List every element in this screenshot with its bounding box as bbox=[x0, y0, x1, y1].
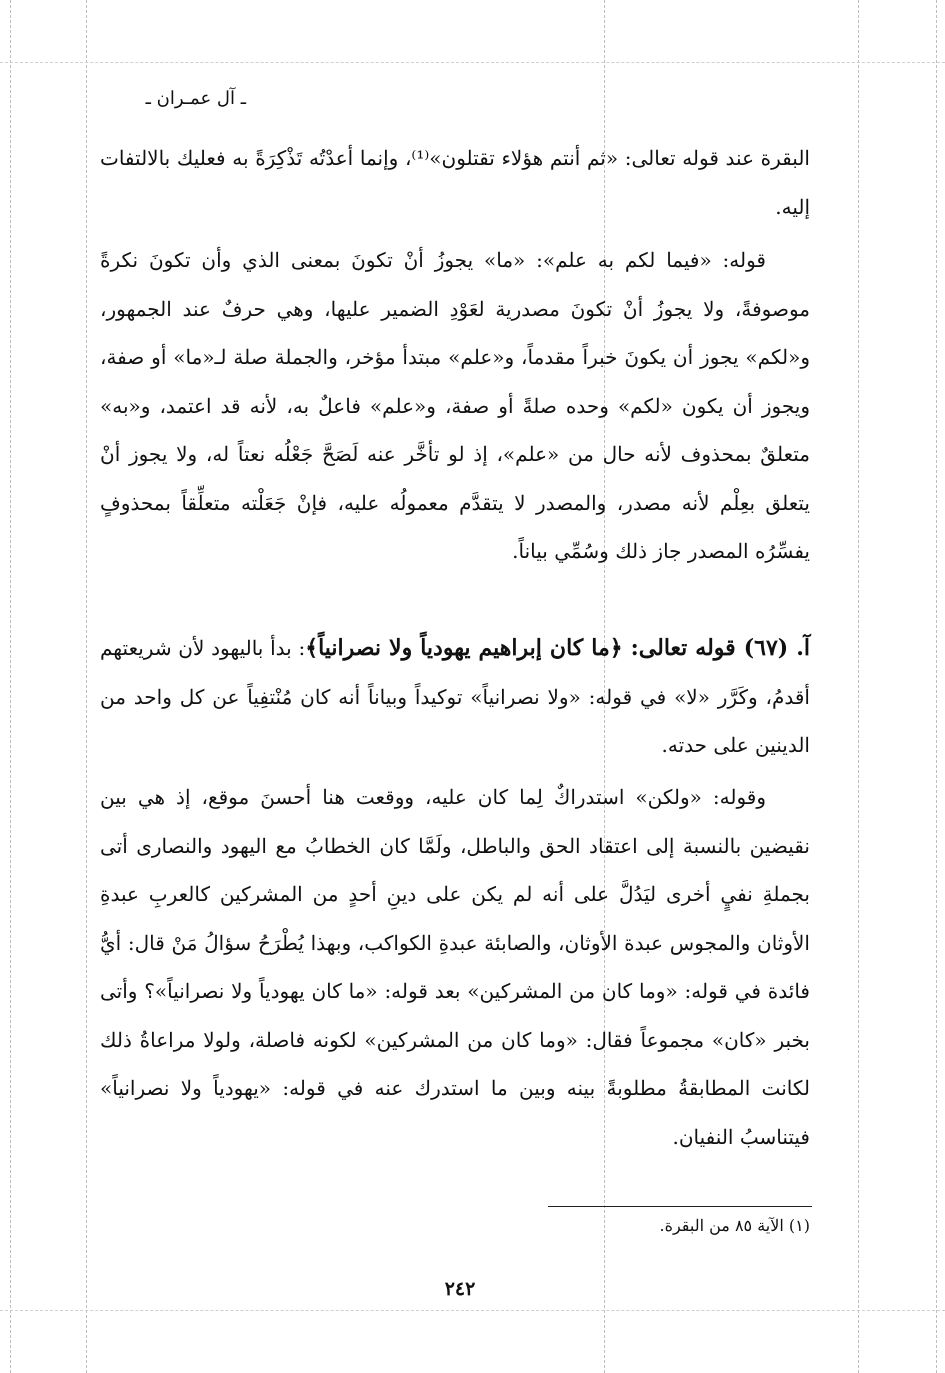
scan-guide-line bbox=[936, 0, 937, 1373]
verse-heading: آ. (٦٧) قوله تعالى: ﴿ما كان إبراهيم يهودياً ولا نصرانياً﴾ bbox=[305, 635, 810, 661]
verse-commentary: : بدأ باليهود لأن شريعتهم أقدمُ، وكَرَّر «لا» في قوله: «ولا نصرانياً» توكيداً وبياناً أنه كان مُنْتفِياً عن كل واحد من الدينين على حدته. bbox=[100, 636, 810, 757]
scan-guide-line bbox=[10, 0, 11, 1373]
scan-guide-line bbox=[0, 62, 945, 63]
scan-guide-line bbox=[0, 1310, 945, 1311]
scan-guide-line bbox=[858, 0, 859, 1373]
running-header: ـ آل عمـران ـ bbox=[145, 88, 246, 109]
paragraph-verse-67 bbox=[100, 624, 810, 770]
page-number: ٢٤٢ bbox=[444, 1278, 476, 1300]
footnote-separator bbox=[548, 1206, 812, 1207]
paragraph-grammar-note: قوله: «فيما لكم به علم»: «ما» يجوزُ أنْ تكونَ بمعنى الذي وأن تكونَ نكرةً موصوفةً، ولا يجوزُ أنْ تكونَ مصدرية لعَوْدِ الضمير عليها، وهي حرفٌ عند الجمهور، و«لكم» يجوز أن يكونَ خبراً مقدماً، و«علم» مبتدأ مؤخر، والجملة صلة لـ«ما» أو صفة، ويجوز أن يكون «لكم» وحده صلةً أو صفة، و«علم» فاعلٌ به، لأنه قد اعتمد، و«به» متعلقٌ بمحذوف لأنه حال من «علم»، إذ لو تأخَّر عنه لَصَحَّ جَعْلُه نعتاً له، ولا يجوز أنْ يتعلق بعِلْم لأنه مصدر، والمصدر لا يتقدَّم معمولُه عليه، فإنْ جَعَلْته متعلِّقاً بمحذوفٍ يفسِّرُه المصدر جاز ذلك وسُمِّي بياناً. bbox=[100, 248, 810, 563]
scan-guide-line bbox=[86, 0, 87, 1373]
paragraph-istidrak: وقوله: «ولكن» استدراكٌ لِما كان عليه، ووقعت هنا أحسنَ موقع، إذ هي بين نقيضين بالنسبة إلى اعتقاد الحق والباطل، ولَمَّا كان الخطابُ مع اليهود والنصارى أتى بجملةِ نفيٍ أخرى ليَدُلَّ على أنه لم يكن على دينِ أحدٍ من المشركين كالعربِ عبدةِ الأوثان والمجوس عبدة الأوثان، والصابئة عبدةِ الكواكب، وبهذا يُطْرَحُ سؤالُ مَنْ قال: أيُّ فائدة في قوله: «وما كان من المشركين» بعد قوله: «ما كان يهودياً ولا نصرانياً»؟ وأتى بخبر «كان» مجموعاً فقال: «وما كان من المشركين» لكونه فاصلة، ولولا مراعاةُ ذلك لكانت المطابقةُ مطلوبةً بينه وبين ما استدرك عنه في قوله: «يهودياً ولا نصرانياً» فيتناسبُ النفيان. bbox=[100, 785, 810, 1149]
footnote: (١) الآية ٨٥ من البقرة. bbox=[659, 1216, 810, 1235]
paragraph-continuation: البقرة عند قوله تعالى: «ثم أنتم هؤلاء تقتلون»⁽¹⁾، وإنما أعدْتُه تَذْكِرَةً به فعليك بالالتفات إليه. bbox=[100, 146, 810, 219]
